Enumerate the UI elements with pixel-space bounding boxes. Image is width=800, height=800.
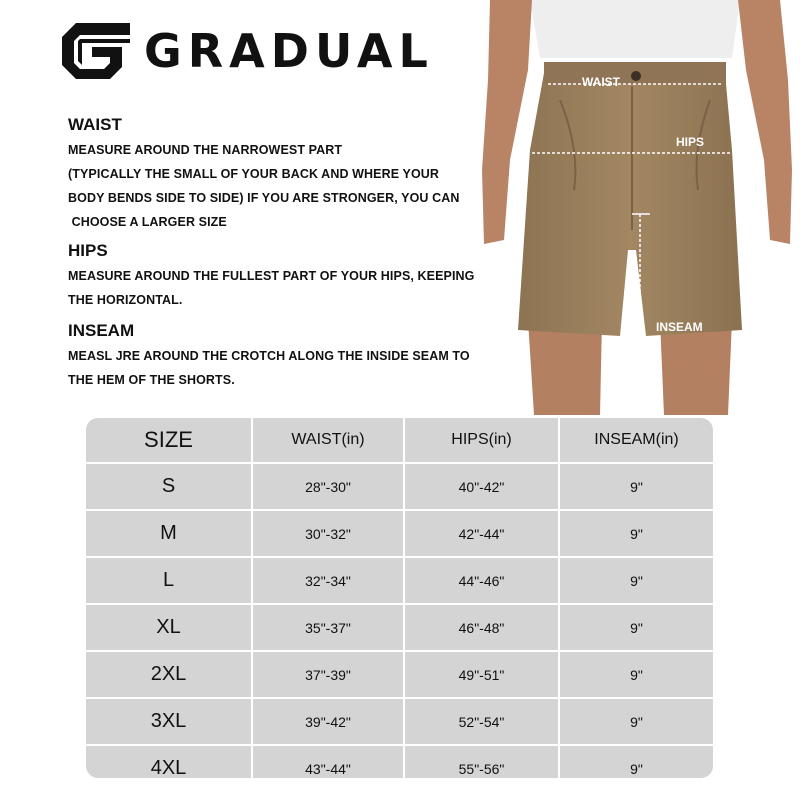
hips-cell: 40"-42" [404,463,559,510]
brand-header [62,20,434,82]
hips-instructions: MEASURE AROUND THE FULLEST PART OF YOUR HIPS, KEEPING THE HORIZONTAL. [68,269,475,307]
inseam-label: INSEAM [656,320,703,334]
product-photo [470,0,800,415]
size-cell: 2XL [86,651,252,698]
hips-cell: 52"-54" [404,698,559,745]
gradual-logo-icon [62,23,130,79]
inseam-instructions: MEASL JRE AROUND THE CROTCH ALONG THE INSIDE SEAM TO THE HEM OF THE SHORTS. [68,349,470,387]
inseam-cell: 9" [559,510,713,557]
brand-name: GRADUAL [144,24,434,78]
table-row [86,557,713,604]
size-cell: M [86,510,252,557]
waist-cell: 37"-39" [252,651,404,698]
waist-cell: 43"-44" [252,745,404,778]
size-cell: S [86,463,252,510]
hips-cell: 55"-56" [404,745,559,778]
table-row [86,510,713,557]
waist-cell: 32"-34" [252,557,404,604]
inseam-heading: INSEAM [68,321,135,340]
table-row [86,604,713,651]
waist-cell: 35"-37" [252,604,404,651]
inseam-cell: 9" [559,604,713,651]
waist-instructions: MEASURE AROUND THE NARROWEST PART (TYPICALLY THE SMALL OF YOUR BACK AND WHERE YOUR BODY BENDS SIDE TO SIDE) IF YOU ARE STRONGER, YOU CAN CHOOSE A LARGER SIZE [68,143,460,229]
waist-heading: WAIST [68,115,122,134]
measurement-guide [68,112,518,392]
inseam-cell: 9" [559,745,713,778]
header-size: SIZE [86,418,252,463]
hips-heading: HIPS [68,241,108,260]
size-cell: L [86,557,252,604]
header-hips: HIPS(in) [404,418,559,463]
table-row [86,698,713,745]
size-cell: 3XL [86,698,252,745]
table-row [86,651,713,698]
header-inseam: INSEAM(in) [559,418,713,463]
inseam-cell: 9" [559,698,713,745]
waist-cell: 39"-42" [252,698,404,745]
size-cell: 4XL [86,745,252,778]
waist-label: WAIST [582,75,620,89]
header-waist: WAIST(in) [252,418,404,463]
hips-label: HIPS [676,135,705,149]
table-row [86,745,713,778]
waist-cell: 30"-32" [252,510,404,557]
table-row [86,463,713,510]
table-header-row [86,418,713,463]
inseam-cell: 9" [559,557,713,604]
waist-cell: 28"-30" [252,463,404,510]
size-chart [86,418,713,778]
inseam-cell: 9" [559,463,713,510]
hips-cell: 44"-46" [404,557,559,604]
hips-cell: 49"-51" [404,651,559,698]
inseam-cell: 9" [559,651,713,698]
size-cell: XL [86,604,252,651]
size-table [86,418,713,778]
hips-cell: 42"-44" [404,510,559,557]
hips-cell: 46"-48" [404,604,559,651]
